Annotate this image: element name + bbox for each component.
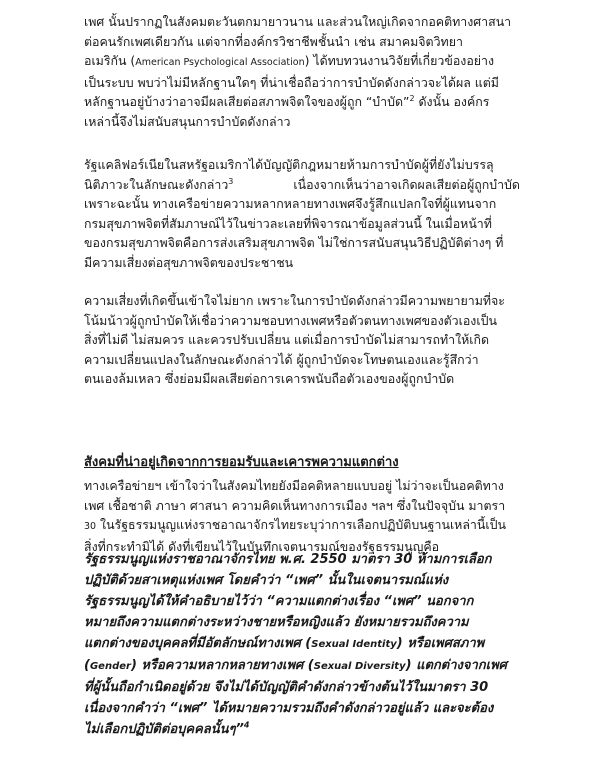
text-run: เนื่องจากเห็นว่าอาจเกิดผลเสียต่อผู้ถูกบำบัด <box>293 176 520 192</box>
text-line: เป็นระบบ พบว่าไม่มีหลักฐานใดๆ ที่น่าเชื่อถือว่าการบำบัดดังกล่าวจะได้ผล แต่มี <box>84 74 499 90</box>
organization-name: American Psychological Association <box>135 57 305 69</box>
quote-line: ที่ผู้นั้นถือกำเนิดอยู่ด้วย จึงไม่ได้บัญญัติคำดังกล่าวข้างต้นไว้ในมาตรา 30 <box>84 680 489 695</box>
text-run: อเมริกัน ( <box>84 53 136 69</box>
text-line <box>84 515 509 537</box>
text-line: เพศ นั้นปรากฏในสังคมตะวันตกมายาวนาน และส่วนใหญ่เกิดจากอคติทางศาสนา <box>84 14 512 29</box>
footnote-ref-3: 3 <box>228 176 234 186</box>
text-line: กรมสุขภาพจิตที่สัมภาษณ์ไว้ในข่าวละเลยที่พิจารณาข้อมูลส่วนนี้ ในเมื่อหน้าที่ <box>84 215 492 231</box>
text-line <box>84 92 509 112</box>
text-line: รัฐแคลิฟอร์เนียในสหรัฐอเมริกาได้บัญญัติกฎหมายห้ามการบำบัดผู้ที่ยังไม่บรรลุ <box>84 157 494 172</box>
paragraph-constitution-intro <box>84 476 509 556</box>
text-line: มีความเสี่ยงต่อสุขภาพจิตของประชาชน <box>84 254 294 270</box>
text-line: สิ่งที่กระทำมิได้ ดังที่เขียนไว้ในบันทึกเจตนารมณ์ของรัฐธรรมนูญคือ <box>84 538 440 554</box>
text-line: ความเสี่ยงที่เกิดขึ้นเข้าใจไม่ยาก เพราะในการบำบัดดังกล่าวมีความพยายามที่จะ <box>84 293 505 308</box>
section-heading: สังคมที่น่าอยู่เกิดจากการยอมรับและเคารพความแตกต่าง <box>84 455 399 470</box>
constitution-quote <box>84 549 512 740</box>
paragraph-risk-explanation <box>84 291 509 389</box>
text-line: ตนเองล้มเหลว ซึ่งย่อมมีผลเสียต่อการเคารพนับถือตัวเองของผู้ถูกบำบัด <box>84 371 455 387</box>
text-line: สิ่งที่ไม่ดี ไม่สมควร และควรปรับเปลี่ยน แต่เมื่อการบำบัดไม่สามารถทำให้เกิด <box>84 332 490 348</box>
quote-line: เนื่องจากคำว่า “เพศ” ได้หมายความรวมถึงคำดังกล่าวอยู่แล้ว และจะต้อง <box>84 701 494 716</box>
english-term: Gender <box>89 661 131 672</box>
text-run: ) หรือความหลากหลายทางเพศ ( <box>130 658 314 673</box>
quote-line: หมายถึงความแตกต่างระหว่างชายหรือหญิงแล้ว ยังหมายรวมถึงความ <box>84 615 469 630</box>
text-line: ต่อคนรักเพศเดียวกัน แต่จากที่องค์กรวิชาชีพชั้นนำ เช่น สมาคมจิตวิทยา <box>84 33 463 49</box>
quote-line <box>84 633 512 655</box>
paragraph-california-law <box>84 155 520 273</box>
text-line: เพศ เชื้อชาติ ภาษา ศาสนา ความคิดเห็นทางการเมือง ฯลฯ ซึ่งในปัจจุบัน มาตรา <box>84 497 506 513</box>
section-number: 30 <box>84 521 97 533</box>
text-run: นิติภาวะในลักษณะดังกล่าว <box>84 176 229 192</box>
paragraph-conversion-therapy-origins <box>84 12 512 132</box>
text-run: ในรัฐธรรมนูญแห่งราชอาณาจักรไทยระบุว่าการเลือกปฏิบัติบนฐานเหล่านี้เป็น <box>96 517 506 533</box>
quote-line: ปฏิบัติด้วยสาเหตุแห่งเพศ โดยคำว่า “เพศ” นั้นในเจตนารมณ์แห่ง <box>84 573 449 588</box>
quote-line: รัฐธรรมนูญได้ให้คำอธิบายไว้ว่า “ความแตกต่างเรื่อง “เพศ” นอกจาก <box>84 594 474 609</box>
text-line: ความเปลี่ยนแปลงในลักษณะดังกล่าวได้ ผู้ถูกบำบัดจะโทษตนเองและรู้สึกว่า <box>84 351 479 367</box>
text-run: แตกต่างของบุคคลที่มีอัตลักษณ์ทางเพศ ( <box>84 636 312 651</box>
text-line: ของกรมสุขภาพจิตคือการส่งเสริมสุขภาพจิต ไม่ใช่การสนับสนุนวิธีปฏิบัติต่างๆ ที่ <box>84 235 504 251</box>
text-line <box>84 175 520 195</box>
english-term: Sexual Diversity <box>313 661 406 672</box>
text-run: หลักฐานอยู่บ้างว่าอาจมีผลเสียต่อสภาพจิตใจของผู้ถูก “บำบัด” <box>84 94 410 110</box>
text-run: ) หรือเพศสภาพ <box>396 636 485 651</box>
text-line: เพราะฉะนั้น ทางเครือข่ายความหลากหลายทางเพศจึงรู้สึกแปลกใจที่ผู้แทนจาก <box>84 196 497 212</box>
text-run: ( <box>84 658 90 673</box>
text-run: ) แตกต่างจากเพศ <box>405 658 507 673</box>
quote-line <box>84 719 512 740</box>
text-line: เหล่านี้จึงไม่สนับสนุนการบำบัดดังกล่าว <box>84 113 291 129</box>
text-line <box>84 51 509 73</box>
english-term: Sexual Identity <box>311 639 397 650</box>
text-run: ดังนั้น องค์กร <box>414 94 490 110</box>
text-line: โน้มน้าวผู้ถูกบำบัดให้เชื่อว่าความชอบทางเพศหรือตัวตนทางเพศของตัวเองเป็น <box>84 312 497 328</box>
quote-line <box>84 655 512 677</box>
text-run: ) ได้ทบทวนงานวิจัยที่เกี่ยวข้องอย่าง <box>304 53 495 69</box>
footnote-ref-2: 2 <box>409 94 415 104</box>
quote-line: รัฐธรรมนูญแห่งราชอาณาจักรไทย พ.ศ. 2550 มาตรา 30 ห้ามการเลือก <box>84 552 492 567</box>
footnote-ref-4: 4 <box>243 720 250 730</box>
text-run: ไม่เลือกปฏิบัติต่อบุคคลนั้นๆ” <box>84 722 244 737</box>
text-line: ทางเครือข่ายฯ เข้าใจว่าในสังคมไทยยังมีอคติหลายแบบอยู่ ไม่ว่าจะเป็นอคติทาง <box>84 478 504 493</box>
